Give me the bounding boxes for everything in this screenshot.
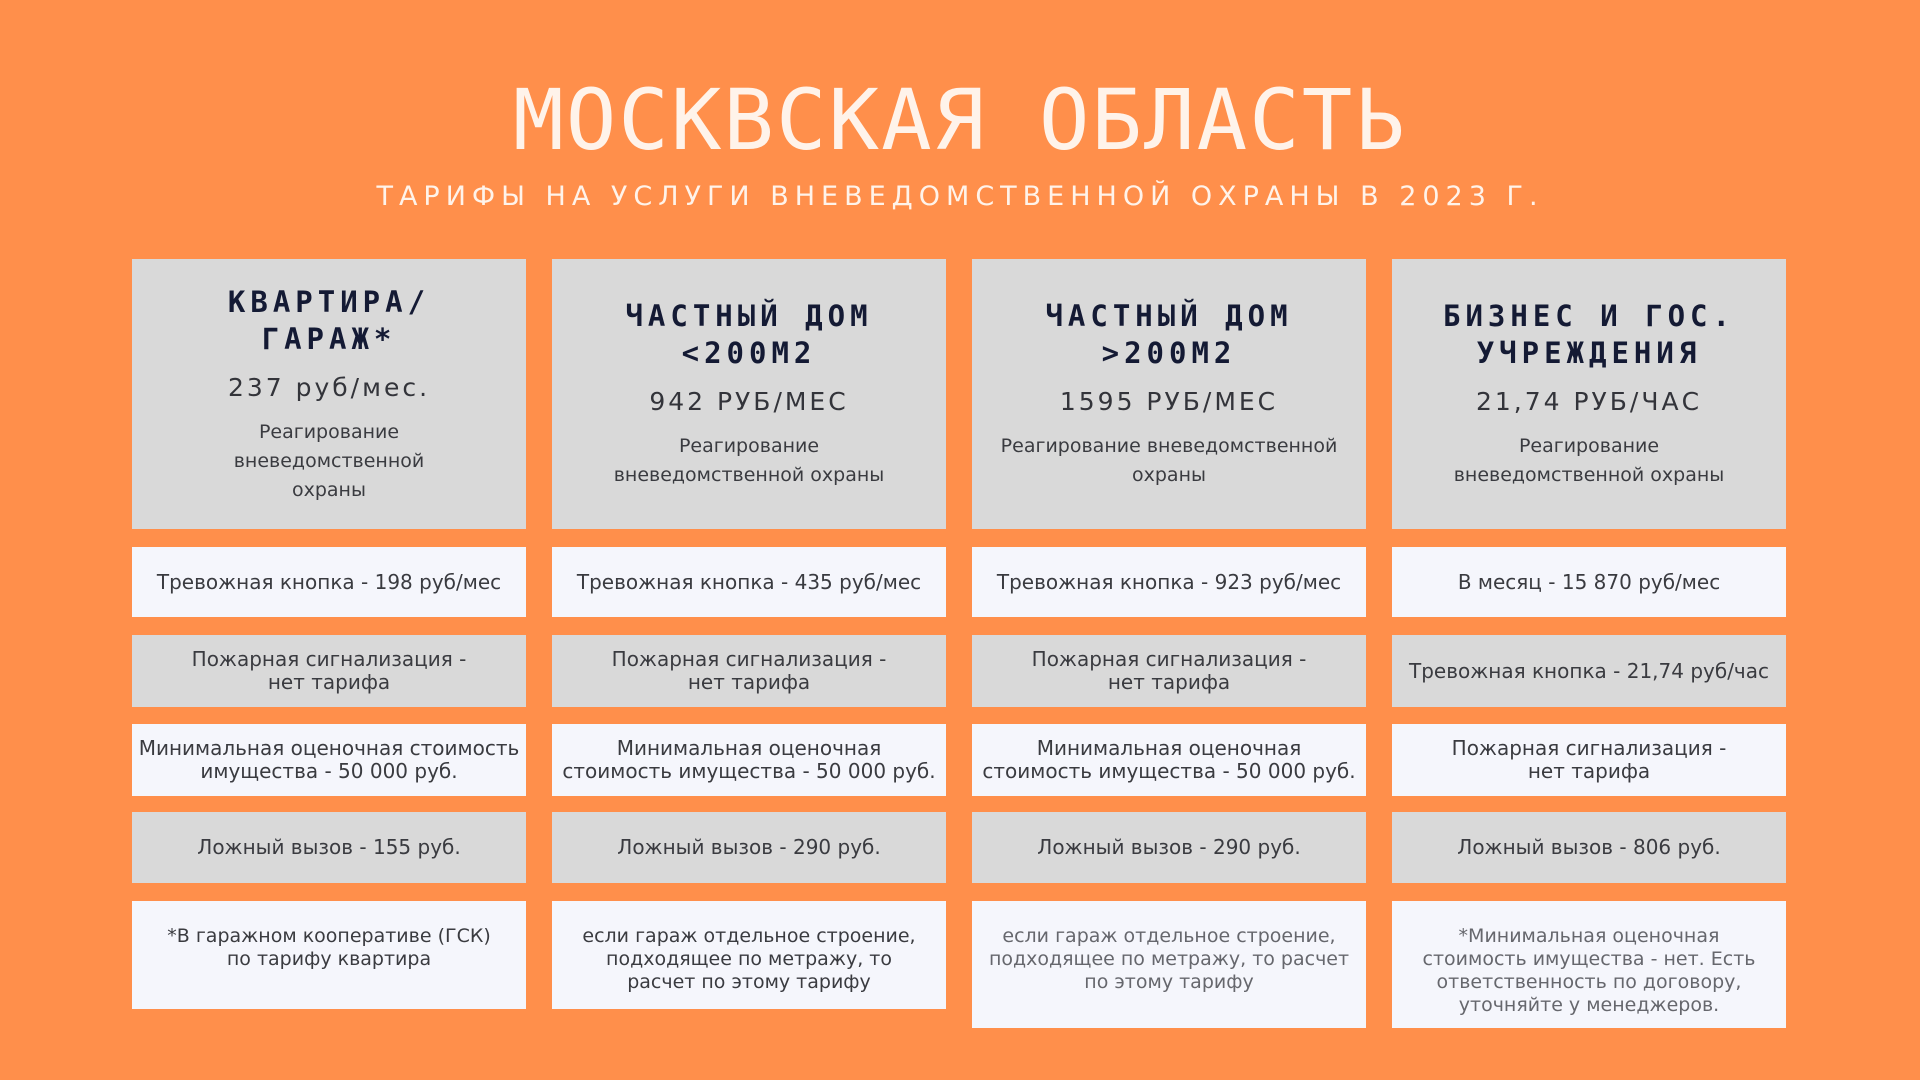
tariff-row (132, 724, 526, 796)
tariff-row-text: Ложный вызов - 290 руб. (617, 835, 881, 859)
tariff-note-text: *Минимальная оценочная стоимость имущества - нет. Есть ответственность по договору, уточняйте у менеджеров. (1422, 925, 1756, 1016)
card-title: ЧАСТНЫЙ ДОМ >200М2 (1045, 299, 1293, 370)
card-description: Реагирование вневедомственной охраны (1000, 435, 1338, 486)
tariff-note-text: если гараж отдельное строение, подходящее по метражу, то расчет по этому тарифу (582, 925, 916, 993)
tariff-row (1392, 724, 1786, 796)
tariff-row-text: Минимальная оценочная стоимость имущества - 50 000 руб. (138, 736, 520, 783)
tariff-row (972, 724, 1366, 796)
tariff-row-text: Тревожная кнопка - 21,74 руб/час (1409, 658, 1769, 683)
card-price: 21,74 РУБ/ЧАС (1475, 387, 1703, 416)
card-header (972, 259, 1366, 529)
card-header (552, 259, 946, 529)
tariff-note (132, 901, 526, 1009)
tariff-row-text: Пожарная сигнализация - нет тарифа (1451, 736, 1727, 783)
tariff-row (1392, 635, 1786, 707)
tariff-row-text: Тревожная кнопка - 198 руб/мес (156, 569, 502, 594)
tariff-note (972, 901, 1366, 1028)
tariff-row-text: В месяц - 15 870 руб/мес (1457, 569, 1721, 594)
tariff-row (552, 812, 946, 883)
card-header (1392, 259, 1786, 529)
page-subtitle: ТАРИФЫ НА УСЛУГИ ВНЕВЕДОМСТВЕННОЙ ОХРАНЫ В 2023 Г. (376, 181, 1544, 212)
card-description: Реагирование вневедомственной охраны (1453, 435, 1725, 486)
tariff-row (1392, 547, 1786, 617)
tariff-row-text: Ложный вызов - 806 руб. (1457, 835, 1721, 859)
tariff-row-text: Минимальная оценочная стоимость имущества - 50 000 руб. (982, 736, 1356, 783)
tariff-note-text: *В гаражном кооперативе (ГСК) по тарифу квартира (167, 925, 491, 970)
tariff-note-text: если гараж отдельное строение, подходящее по метражу, то расчет по этому тарифу (988, 925, 1350, 993)
tariff-row-text: Пожарная сигнализация - нет тарифа (1031, 647, 1307, 694)
card-title: КВАРТИРА/ ГАРАЖ* (227, 284, 431, 356)
tariff-row-text: Минимальная оценочная стоимость имущества - 50 000 руб. (562, 736, 936, 783)
tariff-row (1392, 812, 1786, 883)
card-price: 942 РУБ/МЕС (649, 387, 849, 416)
card-price: 237 руб/мес. (227, 372, 431, 402)
tariff-row-text: Пожарная сигнализация - нет тарифа (611, 647, 887, 694)
tariff-note (552, 901, 946, 1009)
tariff-row (972, 547, 1366, 617)
tariff-note (1392, 901, 1786, 1028)
tariff-row-text: Ложный вызов - 290 руб. (1037, 835, 1301, 859)
tariff-row (552, 547, 946, 617)
tariff-row-text: Тревожная кнопка - 923 руб/мес (996, 569, 1342, 594)
card-description: Реагирование вневедомственной охраны (613, 435, 885, 486)
card-title: БИЗНЕС И ГОС. УЧРЕЖДЕНИЯ (1443, 299, 1735, 370)
tariff-row (552, 724, 946, 796)
card-title: ЧАСТНЫЙ ДОМ <200М2 (625, 299, 873, 370)
card-description: Реагирование вневедомственной охраны (233, 420, 425, 501)
tariff-row (972, 635, 1366, 707)
card-header (132, 259, 526, 529)
tariff-row-text: Тревожная кнопка - 435 руб/мес (576, 569, 922, 594)
tariff-row (552, 635, 946, 707)
tariff-row (132, 812, 526, 883)
tariff-row-text: Ложный вызов - 155 руб. (197, 835, 461, 859)
tariff-row (972, 812, 1366, 883)
tariff-row-text: Пожарная сигнализация - нет тарифа (191, 647, 467, 694)
page-title: МОСКВСКАЯ ОБЛАСТЬ (513, 71, 1407, 169)
tariff-row (132, 635, 526, 707)
tariff-row (132, 547, 526, 617)
card-price: 1595 РУБ/МЕС (1059, 387, 1279, 416)
